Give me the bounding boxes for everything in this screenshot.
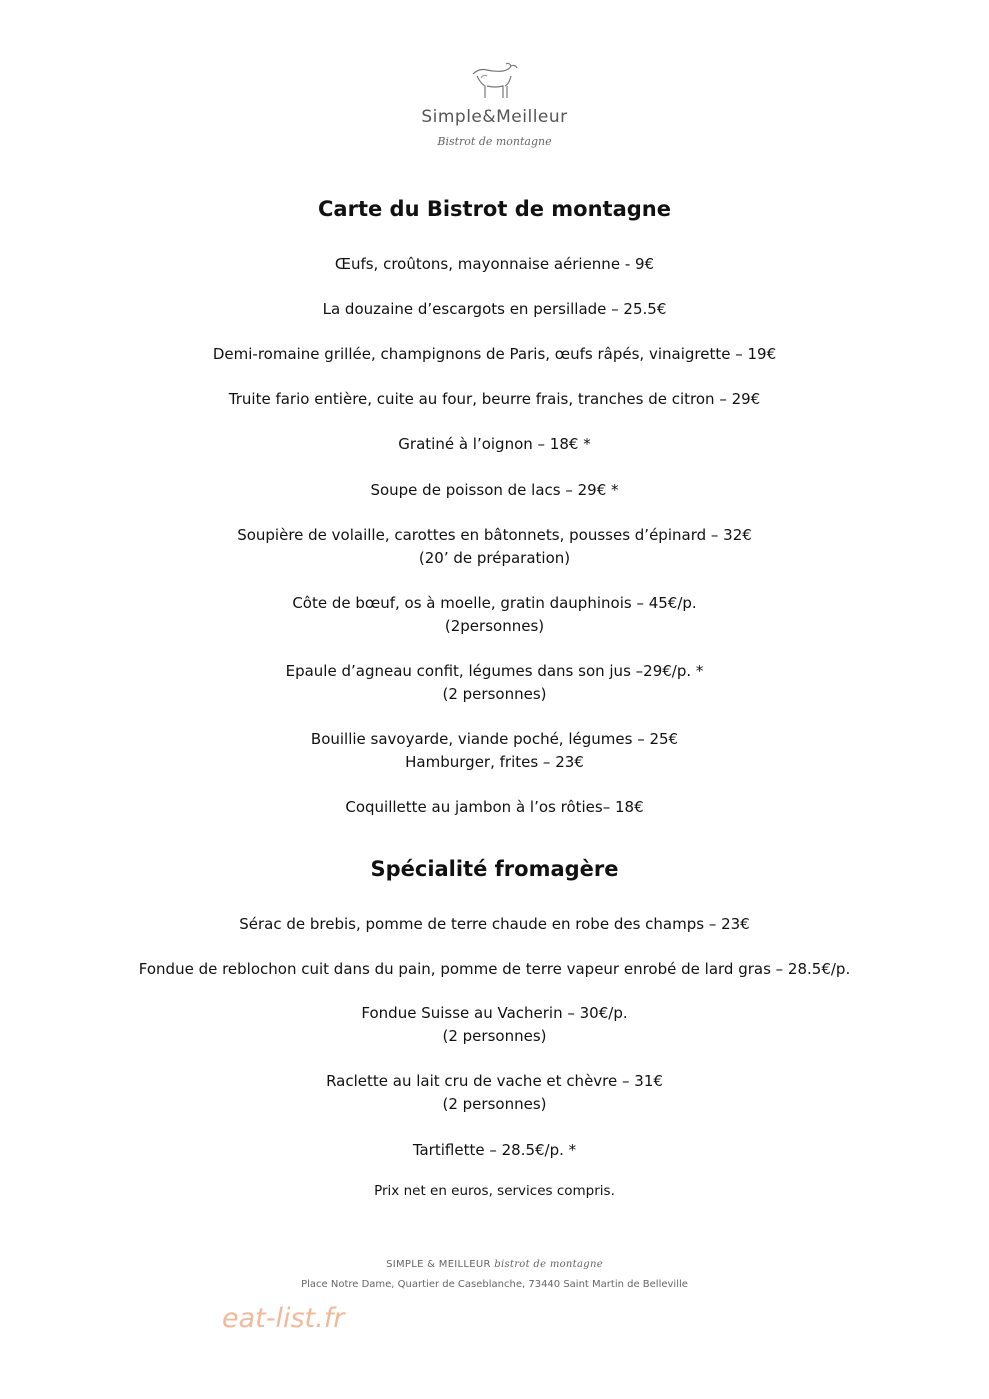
menu-item: Tartiflette – 28.5€/p. * [412,1141,577,1159]
goat-icon [465,62,525,104]
menu-item: La douzaine d’escargots en persillade – 25.5€ [322,300,667,318]
logo-subtitle: Bistrot de montagne [437,135,552,148]
menu-item-detail: (2 personnes) [442,1027,547,1045]
menu-item: Hamburger, frites – 23€ [405,753,584,771]
footer-name [0,1259,989,1270]
footer-address: Place Notre Dame, Quartier de Caseblanche, 73440 Saint Martin de Belleville [301,1279,688,1290]
section-title-bistrot: Carte du Bistrot de montagne [318,197,671,221]
footer-brand: SIMPLE & MEILLEUR [386,1259,491,1270]
menu-item-detail: (2 personnes) [442,685,547,703]
menu-item: Sérac de brebis, pomme de terre chaude en robe des champs – 23€ [239,915,750,933]
menu-item-detail: (2 personnes) [442,1095,547,1113]
menu-item: Epaule d’agneau confit, légumes dans son jus –29€/p. * [285,662,704,680]
menu-item: Coquillette au jambon à l’os rôties– 18€ [345,798,644,816]
menu-item: Soupe de poisson de lacs – 29€ * [370,481,619,499]
menu-item: Bouillie savoyarde, viande poché, légumes – 25€ [310,730,679,748]
menu-item: Œufs, croûtons, mayonnaise aérienne - 9€ [334,255,655,273]
menu-item: Soupière de volaille, carottes en bâtonnets, pousses d’épinard – 32€ [237,526,752,544]
menu-item: Fondue Suisse au Vacherin – 30€/p. [361,1004,628,1022]
footer-brand-script: bistrot de montagne [494,1259,603,1270]
menu-item: Demi-romaine grillée, champignons de Paris, œufs râpés, vinaigrette – 19€ [212,345,777,363]
price-note: Prix net en euros, services compris. [374,1183,615,1199]
section-title-fromagere: Spécialité fromagère [370,857,619,881]
menu-item: Fondue de reblochon cuit dans du pain, pomme de terre vapeur enrobé de lard gras – 28.5€/p. [138,960,851,978]
menu-item-detail: (2personnes) [444,617,545,635]
logo-name: Simple&Meilleur [421,107,568,127]
menu-item-detail: (20’ de préparation) [418,549,571,567]
watermark: eat-list.fr [222,1303,345,1334]
menu-item: Gratiné à l’oignon – 18€ * [398,435,591,453]
menu-item: Côte de bœuf, os à moelle, gratin dauphinois – 45€/p. [292,594,697,612]
menu-item: Truite fario entière, cuite au four, beurre frais, tranches de citron – 29€ [228,390,761,408]
menu-item: Raclette au lait cru de vache et chèvre – 31€ [326,1072,663,1090]
